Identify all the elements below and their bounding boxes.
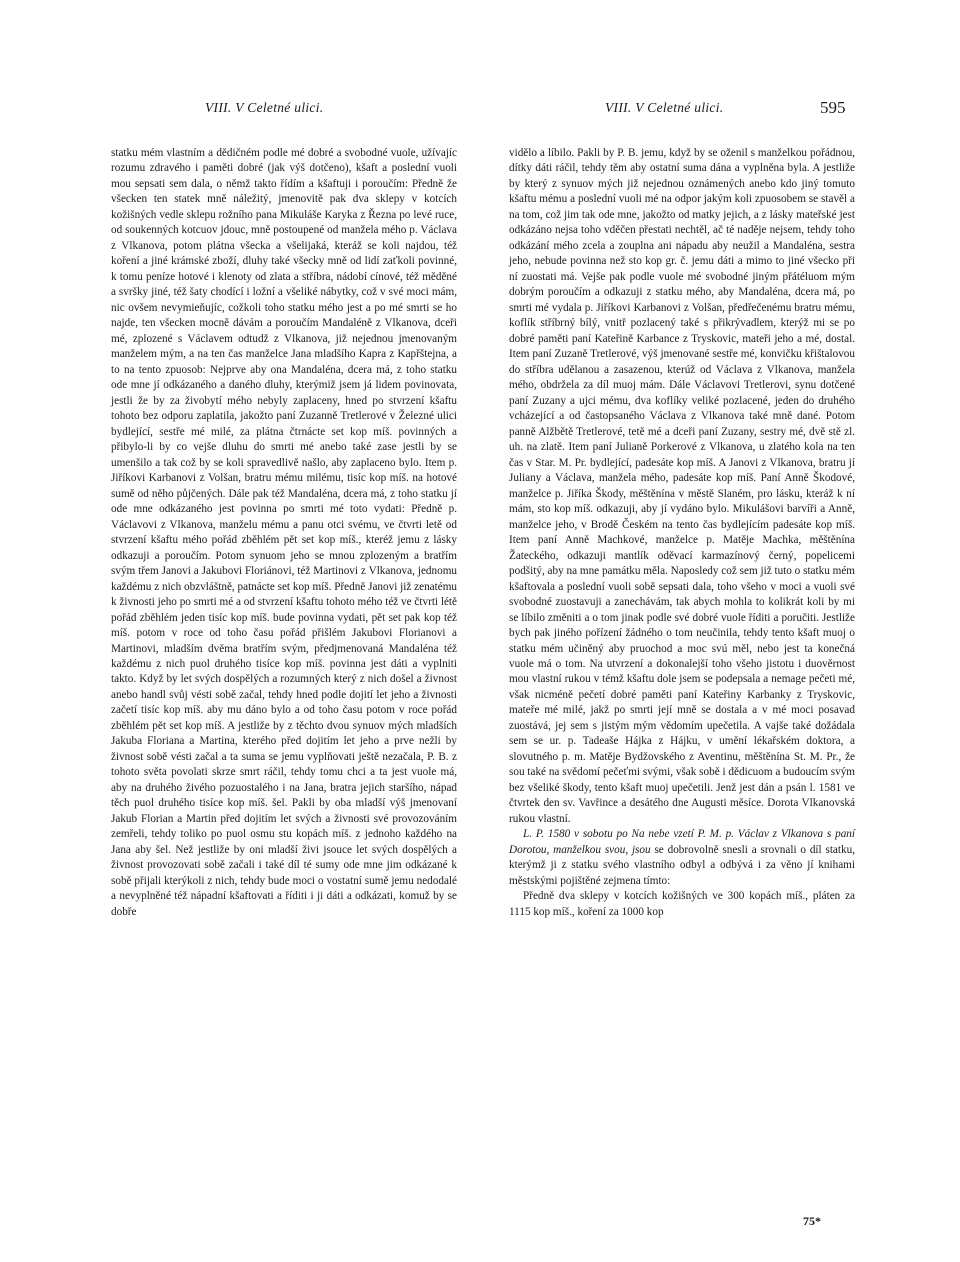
right-running-title: VIII. V Celetné ulici. bbox=[605, 100, 724, 115]
left-running-title: VIII. V Celetné ulici. bbox=[205, 100, 324, 115]
right-text-column bbox=[509, 146, 855, 920]
signature-mark: 75* bbox=[803, 1214, 821, 1228]
right-column-paragraph-2 bbox=[509, 827, 855, 889]
left-text-column bbox=[111, 146, 457, 920]
entry-heading: L. P. 1580 v sobotu po Na nebe vzetí P. M. p. Václav z Vlkanova s paní Dorotou, manželkou svou, jsou bbox=[509, 828, 855, 856]
right-column-paragraph-1: vidělo a líbilo. Pakli by P. B. jemu, když by se oženil s manželkou pořádnou, dítky dáti ráčil, tehdy těm aby ostatní suma dána a vyplněna byla. A jestliže by který z synuov mých již nejednou oznámených anebo kdo jiný tomuto kšaftu mému a poslední vuoli mé na odpor jakým koli zpuosobem se stavěl a na tom, což jim tak ode mne, jakožto od matky jejich, a z lásky mateřské jest odkázáno nejsa toho vděčen přestati nechtěl, ač té naděje nejsem, tehdy toho odkázání mého zcela a zouplna ani nápadu aby neužil a Mandaléna, sestra jeho, nebude povinna než sto kop gr. č. jemu dáti a mimo to jiné všecko při ní zuostati má. Vejše pak podle vuole mé svobodné jiným přátéluom mým dobrým poroučím a odkazuji z statku mého, aby Mandaléna, dcera má, po smrti mé vydala p. Jiříkovi Karbanovi z Volšan, předřečenému bratru mému, koflík stříbrný bílý, vnitř pozlacený také s přikrývadlem, kterýž mi se po dobré paměti paní Kateřině Karbance z Tryskovic, mateři jeho a mé, dostal. Item paní Zuzaně Tretlerové, výš jmenované sestře mé, konvičku křištalovou do stříbra udělanou a zasazenou, kterúž od Václava z Vlkanova, manžela mého, obdržela za díl muoj mám. Dále Václavovi Tretlerovi, synu dotčené paní Zuzany a ujci mému, dva koflíky veliké pozlacené, jeden do druhého vcházející a od častopsaného Václava z Vlkanova také mně dané. Potom panně Alžbětě Tretlerové, tetě mé a dceři paní Zuzany, sestry mé, dvě stě zl. uh. na zlatě. Item paní Julianě Porkerové z Vlkanova, u zlatého kola na ten čas v Star. M. Pr. bydlející, padesáte kop míš. A Janovi z Vlkanova, bratru jí Juliany a Václava, manžela mého, padesáte kop míš. Paní Anně Škodové, manželce p. Jiříka Škody, měštěnína v městě Slaném, pro lásku, kteráž k ní mám, sto kop míš. odkazuji, aby jí vydáno bylo. Mikulášovi barvíři a Anně, manželce jeho, v Brodě Českém na tento čas bydlejícím padesáte kop míš. Item paní Anně Machkové, manželce p. Matěje Machka, měštěnína Žateckého, odkazuji mantlík oděvací karmazínový černý, popelicemi podšitý, aby na mne památku měla. Naposledy což sem již tuto o statku mém kšaftovala a poslední vuoli sobě sepsati dala, toho všeho v moci a vuoli své svobodné zuostavuji a zanechávám, tak abych mohla to kolikrát koli by mi se líbilo změniti a o tom jinak podle své dobré vuole říditi a poručiti. Jestliže bych pak jiného pořízení žádného o tom neučinila, tehdy tento kšaft muoj o statku mém učiněný aby pruochod a moc svú měl, nebo jest ta konečná vuole má o tom. Na utvrzení a dokonalejší toho všeho jistotu i duověrnost mou vlastní rukou v témž kšaftu dole jsem se podepsala a nemage pečeti mé, však nicméně pečetí dobré paměti paní Kateřiny Karbanky z Tryskovic, mateře mé milé, jakž po smrti její mně se dostala a v mé moci posavad zuostává, jej sem s jistým mým vědomím upečetila. A vajše také dožádala sem se ur. p. Tadeaše Hájka z Hájku, v umění lékařském doktora, a slovutného p. m. Matěje Bydžovského z Aventinu, měštěnína St. M. Pr., že sou také na svědomí pečeťmi svými, však sobě i dědicuom a budoucím svým bez všeliké škody, tento kšaft muoj upečetili. Jenž jest dán a psán l. 1581 ve čtvrtek den sv. Vavřince a desátého dne Augusti měsíce. Dorota Vlkanovská rukou vlastní. bbox=[509, 147, 855, 825]
left-column-paragraph: statku mém vlastním a dědičném podle mé dobré a svobodné vuole, užívajíc rozumu zdravého i paměti dobré (jak výš dotčeno), kšaft a poslední vuoli mou sepsati sem dala, o němž takto řídím a kšaftuji i poroučím: Předně že všecken ten statek mně náležitý, jmenovitě pak dva sklepy v kotcích kožišných vedle sklepu rožního pana Mikuláše Karyka z Řezna po levé ruce, od soukenných kotcuov jdouc, mně postoupené od manžela mého p. Václava z Vlkanova, potom plátna všecka a všelijaká, kteráž se koli najdou, též koření a jiné krámské zboží, dluhy také všecky mně od lidí zaťkoli povinné, k tomu peníze hotové i klenoty od zlata a stříbra, nádobí cínové, též měděné a svršky jiné, též šaty chodící i ložní a všeliké nábytky, což v své moci mám, nic ovšem nevymieňujíc, cožkoli toho statku mého jest a po mé smrti se ho najde, ten všecken mocně dávám a poroučím Mandaléně z Vlkanova, dceři mé, zplozené s Václavem odtudž z Vlkanova, již nejednou jmenovaným manželem mým, a na ten čas manželce Jana mladšího Kapra z Kapřštejna, a to na tento zpuosob: Nejprve aby ona Mandaléna, dcera má, z toho statku ode mne jí odkázaného a daného dluhy, kterýmiž jsem já lidem povinovata, jestli že by za živobytí mého nebyly zaplaceny, hned po stvrzení kšaftu tohoto bez odporu zaplatila, jakožto paní Zuzanně Tretlerové v Železné ulici bydlející, sestře mé milé, za plátna čtrnácte set kop míš. povinných a přibylo-li by co vejše dluhu do smrti mé anebo také zase jestli by se umenšilo a tak což by se koli spravedlivě našlo, aby zaplaceno bylo. Item p. Jiříkovi Karbanovi z Volšan, bratru mému milému, tisíc kop míš. na hotové sumě od něho půjčených. Dále pak též Mandaléna, dcera má, z toho statku jí ode mne odkázaného jest povinna po smrti mé toto vydati: Předně p. Václavovi z Vlkanova, manželu mému a panu otci svému, ve čtvrti letě od stvrzení kšaftu mého pořád zběhlém pět set kop míš., kteréž jemu z lásky odkazuji a poroučím. Potom synuom jeho se mnou zplozeným a bratřím svým třem Janovi a Jakubovi Floriánovi, též Martinovi z Vlkanova, jednomu každému z nich obzvláštně, patnácte set kop míš. Předně Janovi již zenatému k živnosti jeho po smrti mé a od stvrzení kšaftu tohoto mého též ve čtvrti létě pořád zběhlém jeden tisíc kop míš. bude povinna vydati, pět set pak kop též míš. potom v roce od toho času pořád přišlém Jakubovi Florianovi a Martinovi, mladším dvěma bratřím svým, předjmenovaná Mandaléna též každému z nich puol druhého tisíce kop míš. povinna jest dáti a vyplniti takto. Když by let svých dospělých a rozumných který z nich došel a živnost anebo handl svůj vésti sobě začal, tehdy hned podle dojití let jeho a živnosti začetí tisíc kop míš. aby mu dáno bylo a od toho času potom v roce pořád zběhlém pět set kop míš. A jestliže by z těchto dvou synuov mých mladších Jakuba Floriana a Martina, kterého před dojitím let jeho a prve nežli by živnost sobě vésti začal a ta suma se jemu vyplňovati ještě nezačala, P. B. z tohoto světa povolati skrze smrt ráčil, tehdy tomu chci a ta jest vuole má, aby na druhého živého pozuostalého i na Jana, bratra jejich staršího, nápad těch puol druhého tisíce kop míš. šel. Pakli by oba mladší výš jmenovaní Jakub Florian a Martin před dojitím let svých a živnosti své provozováním zemřeli, tehdy toliko po puol osmu stu kopách míš. z jednoho každého na Jana aby šel. Než jestliže by oni mladší živi jsouce let svých dospělých a živnost provozovati sobě začali i také díl té sumy ode mne jim odkázané k sobě přijali kterýkoli z nich, tehdy bude moci o vostatní sumě jemu nedodalé a nevyplněné též nápadní kšaftovati a říditi i ji dáti a odkázati, komuž by se dobře bbox=[111, 147, 457, 918]
right-column-paragraph-3: Předně dva sklepy v kotcích kožišných ve 300 kopách míš., pláten za 1115 kop míš., koření za 1000 kop bbox=[509, 890, 855, 918]
entry-text: se dobrovolně snesli a srovnali o díl statku, kterýmž ji z statku svého vlastního odbyl a odbývá i za věno jí knihami městskými pojištěné zejmena tímto: bbox=[509, 843, 855, 887]
page-number: 595 bbox=[820, 98, 846, 117]
